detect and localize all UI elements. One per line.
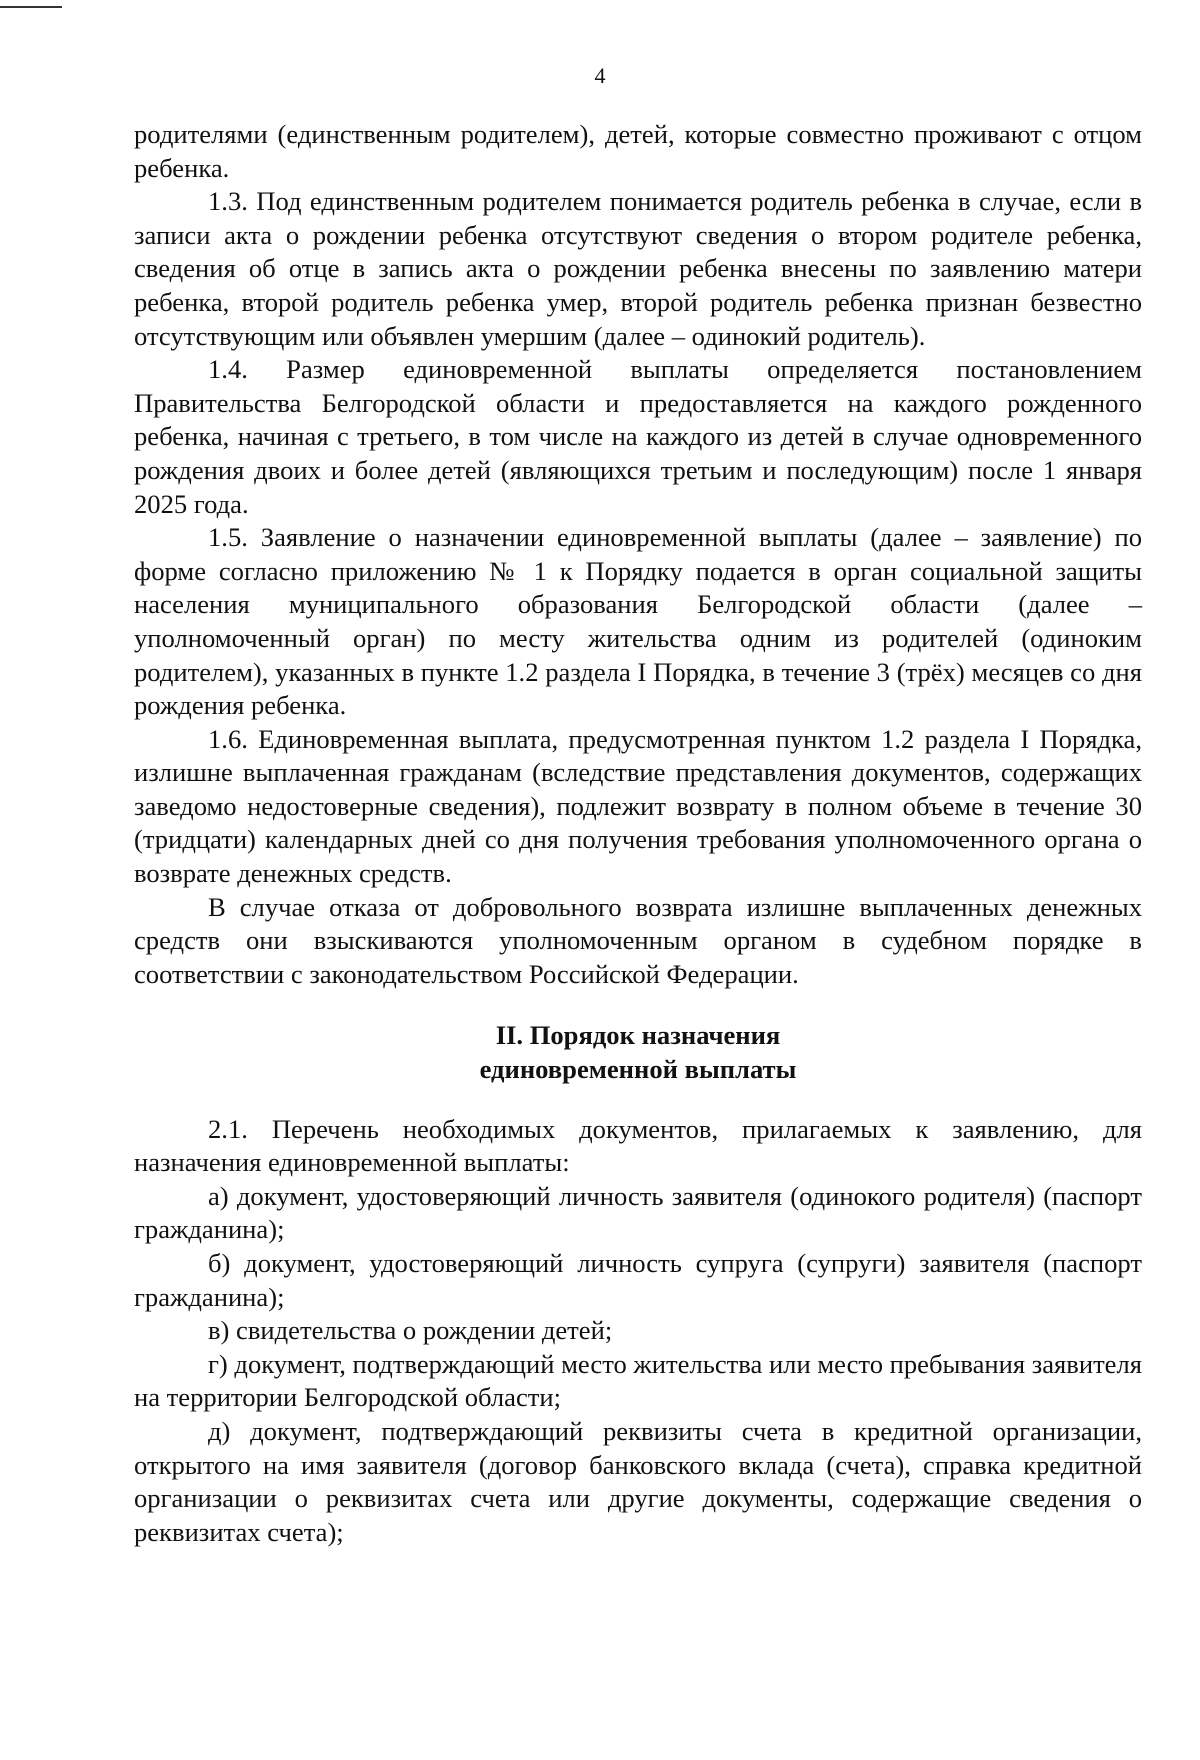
paragraph-1-6: 1.6. Единовременная выплата, предусмотренная пунктом 1.2 раздела I Порядка, излишне выплаченная гражданам (вследствие представления документов, содержащих заведомо недостоверные сведения), подлежит возврату в полном объеме в течение 30 (тридцати) календарных дней со дня получения требования уполномоченного органа о возврате денежных средств. <box>134 723 1142 889</box>
list-item-a: а) документ, удостоверяющий личность заявителя (одинокого родителя) (паспорт гражданина); <box>134 1180 1142 1245</box>
paragraph-1-5: 1.5. Заявление о назначении единовременной выплаты (далее – заявление) по форме согласно приложению № 1 к Порядку подается в орган социальной защиты населения муниципального образования Белгородской области (далее – уполномоченный орган) по месту жительства одним из родителей (одиноким родителем), указанных в пункте 1.2 раздела I Порядка, в течение 3 (трёх) месяцев со дня рождения ребенка. <box>134 522 1142 721</box>
list-item-d: д) документ, подтверждающий реквизиты счета в кредитной организации, открытого на имя заявителя (договор банковского вклада (счета), справка кредитной организации о реквизитах счета или другие документы, содержащие сведения о реквизитах счета); <box>134 1415 1142 1547</box>
section-2-title-line-2: единовременной выплаты <box>479 1054 797 1085</box>
paragraph-continuation: родителями (единственным родителем), детей, которые совместно проживают с отцом ребенка. <box>134 119 1142 183</box>
document-body <box>134 118 1142 1549</box>
section-2-title <box>134 1019 1142 1086</box>
paragraph-2-1: 2.1. Перечень необходимых документов, прилагаемых к заявлению, для назначения единовременной выплаты: <box>134 1113 1142 1178</box>
list-item-b: б) документ, удостоверяющий личность супруга (супруги) заявителя (паспорт гражданина); <box>134 1248 1142 1312</box>
page-number: 4 <box>594 63 606 88</box>
section-2-title-line-1: II. Порядок назначения <box>495 1020 781 1051</box>
list-item-g: г) документ, подтверждающий место жительства или место пребывания заявителя на территории Белгородской области; <box>134 1348 1142 1413</box>
list-item-v: в) свидетельства о рождении детей; <box>208 1315 613 1346</box>
scan-edge-mark <box>0 6 62 8</box>
paragraph-1-6-refusal: В случае отказа от добровольного возврата излишне выплаченных денежных средств они взыскиваются уполномоченным органом в судебном порядке в соответствии с законодательством Российской Федерации. <box>134 891 1142 989</box>
paragraph-1-4: 1.4. Размер единовременной выплаты определяется постановлением Правительства Белгородской области и предоставляется на каждого рожденного ребенка, начиная с третьего, в том числе на каждого из детей в случае одновременного рождения двоих и более детей (являющихся третьим и последующим) после 1 января 2025 года. <box>134 354 1142 519</box>
paragraph-1-3: 1.3. Под единственным родителем понимается родитель ребенка в случае, если в записи акта о рождении ребенка отсутствуют сведения о втором родителе ребенка, сведения об отце в запись акта о рождении ребенка внесены по заявлению матери ребенка, второй родитель ребенка умер, второй родитель ребенка признан безвестно отсутствующим или объявлен умершим (далее – одинокий родитель). <box>134 186 1142 351</box>
